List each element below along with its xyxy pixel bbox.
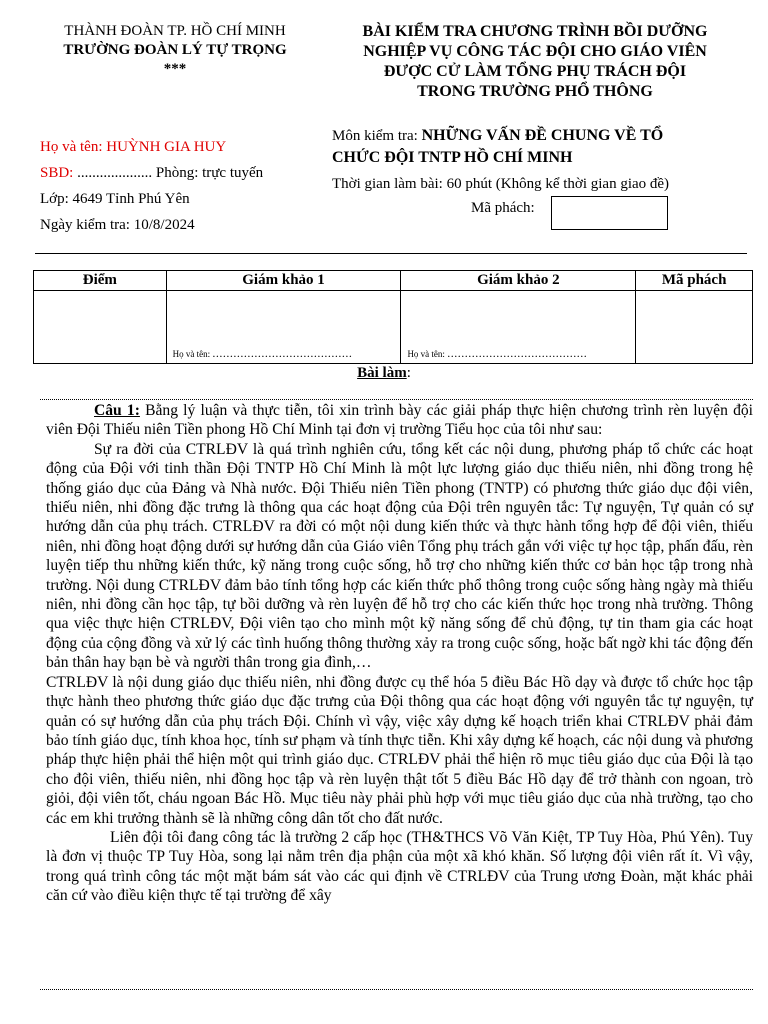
examiner-1-sig-dots: ........................................ (212, 346, 353, 360)
candidate-sbd-label: SBD: (40, 165, 74, 181)
exam-duration: Thời gian làm bài: 60 phút (Không kể thời gian giao đề) (332, 176, 670, 192)
candidate-room-label: Phòng: (155, 165, 199, 181)
candidate-name-value: HUỲNH GIA HUY (106, 139, 227, 155)
examiner-2-sig-label: Họ và tên: (407, 349, 445, 359)
question-1-text: Bằng lý luận và thực tiễn, tôi xin trình bày các giải pháp thực hiện chương trình rèn luyện đội viên Đội Thiếu niên Tiền phong Hồ Chí Minh tại đơn vị trường Tiểu học của tôi như sau: (46, 402, 753, 439)
header-divider (35, 253, 747, 254)
exam-title-line-3: ĐƯỢC CỬ LÀM TỔNG PHỤ TRÁCH ĐỘI (383, 63, 687, 80)
subject-value-line-2: CHỨC ĐỘI TNTP HỒ CHÍ MINH (332, 149, 573, 166)
essay-body (46, 401, 753, 906)
answer-heading-label: Bài làm (357, 365, 407, 381)
candidate-name-label: Họ và tên: (40, 139, 103, 155)
candidate-name-row (40, 134, 263, 160)
top-dotted-rule (40, 399, 753, 400)
answer-heading-colon: : (406, 365, 411, 381)
candidate-info (40, 134, 263, 238)
score-table-header (34, 271, 753, 291)
bottom-dotted-rule (40, 989, 753, 990)
header-examiner-1: Giám khảo 1 (166, 271, 401, 291)
candidate-sbd-value: .................... (77, 165, 153, 181)
header-code: Mã phách (636, 271, 753, 291)
issuing-organization (30, 22, 320, 79)
subject-value-line-1: NHỮNG VẤN ĐỀ CHUNG VỀ TỔ (421, 127, 664, 144)
candidate-room-value: trực tuyến (202, 165, 264, 181)
candidate-class-label: Lớp: (40, 191, 69, 207)
examiner-1-signature (167, 346, 401, 363)
exam-title-line-1: BÀI KIỂM TRA CHƯƠNG TRÌNH BỒI DƯỠNG (362, 23, 708, 40)
org-line-3: *** (163, 61, 187, 77)
subject-row (332, 126, 752, 146)
essay-paragraph-4: Liên đội tôi đang công tác là trường 2 cấp học (TH&THCS Võ Văn Kiệt, TP Tuy Hòa, Phú Yên). Tuy là đơn vị thuộc TP Tuy Hòa, song lại nằm trên địa phận của một xã khó khăn. Số lượng đội viên rất ít. Vì vậy, trong quá trình công tác một mặt bám sát vào các qui định về CTRLĐV của Trung ương Đoàn, mặt khác phải căn cứ vào điều kiện thực tế tại trường để xây (46, 828, 753, 905)
code-box (551, 196, 668, 230)
score-table (33, 270, 753, 364)
examiner-2-sig-dots: ........................................ (447, 346, 588, 360)
score-table-row (34, 291, 753, 364)
org-line-1: THÀNH ĐOÀN TP. HỒ CHÍ MINH (64, 23, 286, 39)
org-line-2: TRƯỜNG ĐOÀN LÝ TỰ TRỌNG (63, 42, 287, 58)
examiner-2-cell[interactable] (401, 291, 636, 364)
examiner-2-signature (401, 346, 635, 363)
header-examiner-2: Giám khảo 2 (401, 271, 636, 291)
examiner-1-cell[interactable] (166, 291, 401, 364)
exam-title-line-4: TRONG TRƯỜNG PHỔ THÔNG (417, 83, 653, 100)
subject-label: Môn kiểm tra: (332, 128, 418, 144)
header-score: Điểm (34, 271, 167, 291)
candidate-sbd-row (40, 160, 263, 186)
essay-paragraph-2: Sự ra đời của CTRLĐV là quá trình nghiên cứu, tổng kết các nội dung, phương pháp tổ chức các hoạt động của Đội với tinh thần Đội TNTP Hồ Chí Minh là một lực lượng giáo dục thiếu niên, nhi đồng trong hệ thống giáo dục của Đảng và Nhà nước. Đội Thiếu niên Tiền phong (TNTP) có phương thức giáo dục đội viên, thiếu niên, nhi đồng đặc trưng là thông qua các hoạt động của Đội trên nguyên tắc: Tự nguyện, Tự quản có sự hướng dẫn của phụ trách. CTRLĐV ra đời có một nội dung kiến thức và thực hành tổng hợp để đội viên, thiếu niên, nhi đồng hoạt động dưới sự hướng dẫn của Giáo viên Tổng phụ trách gắn với việc tự học tập, phấn đấu, rèn luyện tiếp thu những kiến thức, kỹ năng trong cuộc sống, hỗ trợ cho những kiến thức cơ bản học tập trong nhà trường. Nội dung CTRLĐV đảm bảo tính tổng hợp các kiến thức phổ thông trong cuộc sống hàng ngày mà thiếu niên, nhi đồng cần học tập, tự bồi dưỡng và rèn luyện để hỗ trợ cho các kiến thức học trong nhà trường. Thông qua việc thực hiện CTRLĐV, Đội viên tạo cho mình một kỹ năng sống để chủ động, tự tin tham gia các hoạt động của cộng đồng và xử lý các tình huống thông thường xảy ra trong cuộc sống, hoặc bất ngờ khi tác động đến bản thân hay bạn bè và người thân trong gia đình,… (46, 440, 753, 672)
examiner-1-sig-label: Họ và tên: (172, 349, 211, 359)
exam-date-row (40, 212, 263, 238)
candidate-class-value: 4649 Tỉnh Phú Yên (72, 191, 190, 207)
exam-title-line-2: NGHIỆP VỤ CÔNG TÁC ĐỘI CHO GIÁO VIÊN (363, 43, 707, 60)
candidate-class-row (40, 186, 263, 212)
exam-date-value: 10/8/2024 (133, 217, 195, 233)
essay-paragraph-3: CTRLĐV là nội dung giáo dục thiếu niên, nhi đồng được cụ thể hóa 5 điều Bác Hồ dạy và được tổ chức học tập thực hành theo phương thức giáo dục đặc trưng của Đội thông qua các hoạt động với nguyên tắc tự nguyện, tự quản có sự hướng dẫn của phụ trách Đội. Chính vì vậy, việc xây dựng kế hoạch triển khai CTRLĐV phải đảm bảo tính giáo dục, tính khoa học, tính sư phạm và tính thực tiễn. Khi xây dựng kế hoạch, các nội dung và phương pháp thực hiện phải thể hiện một qui trình giáo dục. CTRLĐV phải thể hiện rõ mục tiêu giáo dục của Đội là tạo cho đội viên, thiếu niên, nhi đồng học tập và rèn luyện thật tốt 5 điều Bác Hồ dạy để trở thành con ngoan, trò giỏi, đội viên tốt, cháu ngoan Bác Hồ. Mục tiêu này phải phù hợp với mục tiêu giáo dục của nhà trường, tạo cho các em khi trưởng thành sẽ là những công dân tốt cho đất nước. (46, 673, 753, 827)
code-cell[interactable] (636, 291, 753, 364)
question-1-label: Câu 1: (94, 402, 140, 419)
question-1-paragraph (46, 401, 753, 440)
exam-title (330, 22, 740, 102)
answer-heading (0, 365, 768, 382)
exam-info (332, 126, 752, 194)
score-cell[interactable] (34, 291, 167, 364)
code-label: Mã phách: (471, 200, 535, 216)
exam-date-label: Ngày kiểm tra: (40, 217, 130, 233)
